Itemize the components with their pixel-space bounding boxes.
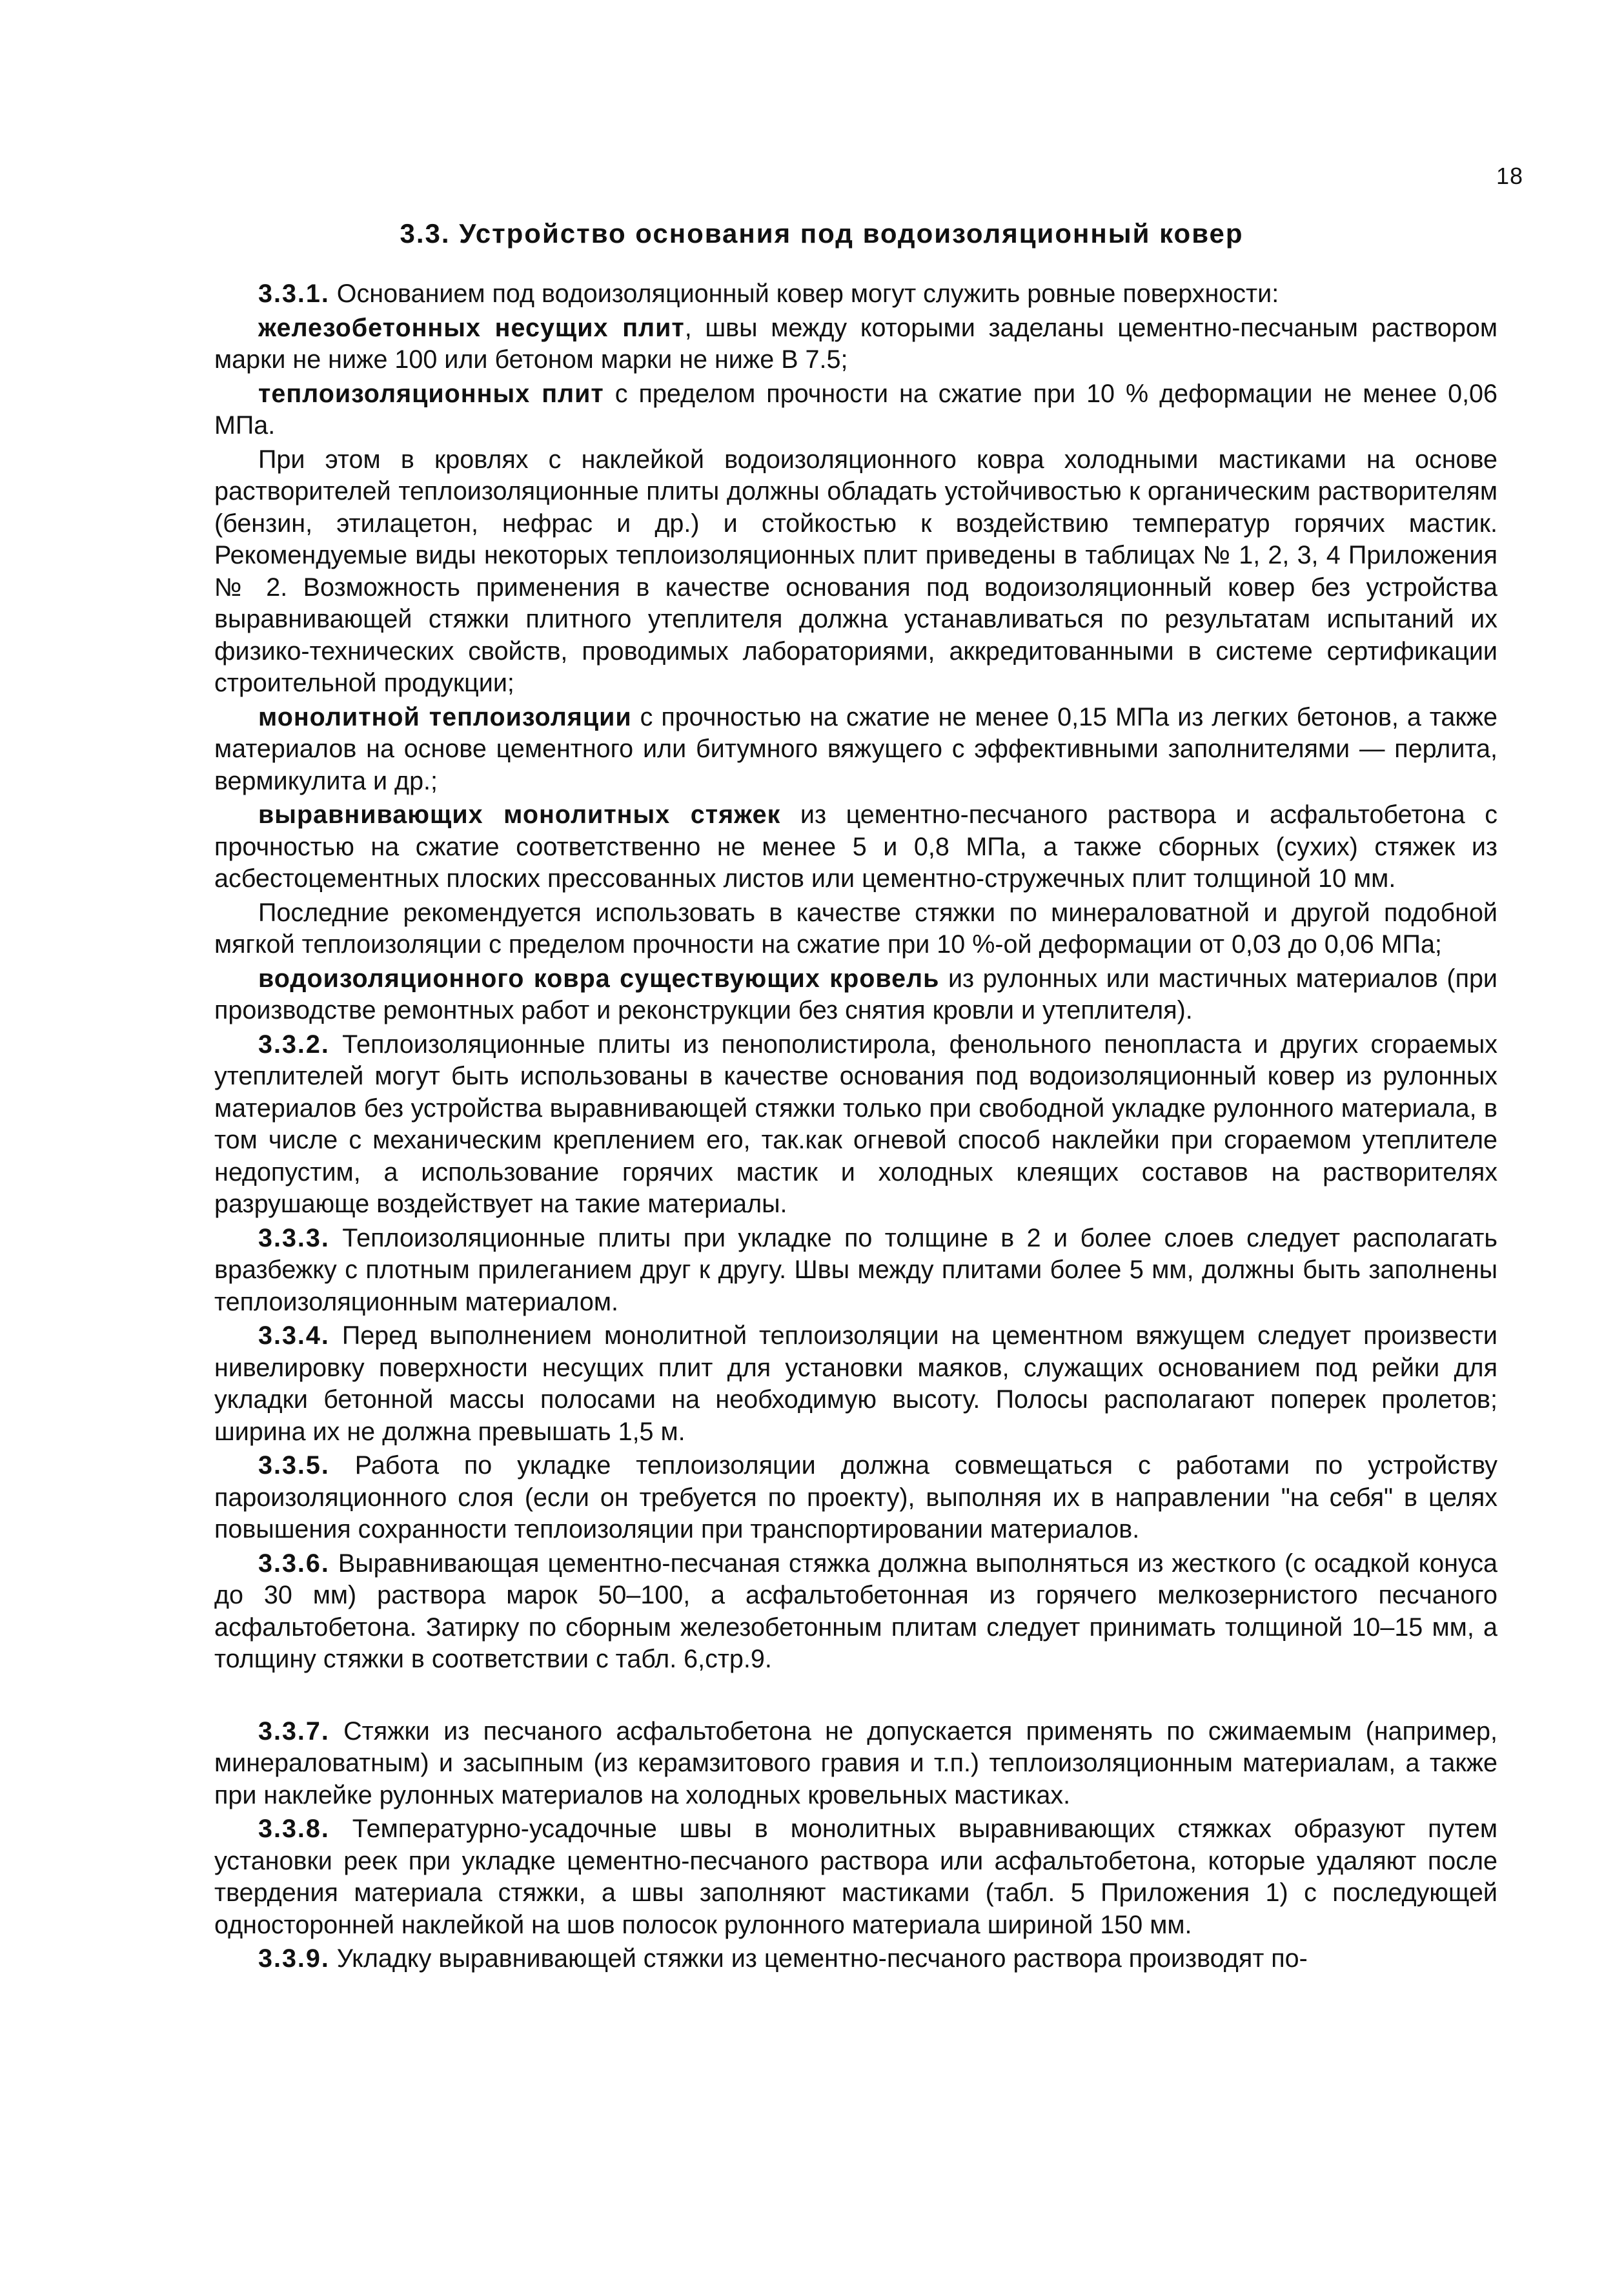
clause-number: 3.3.7. [258,1716,330,1746]
clause-number: 3.3.3. [258,1223,330,1252]
paragraph-3-3-4 [214,1320,1497,1448]
page-number: 18 [1496,163,1524,189]
paragraph-solvent-note [214,444,1497,700]
paragraph-3-3-3 [214,1223,1497,1319]
paragraph-leveling-screeds [214,799,1497,895]
clause-number: 3.3.4. [258,1321,330,1350]
paragraph-lead: железобетонных несущих плит [258,313,685,342]
paragraph-lead: монолитной теплоизоляции [258,702,632,731]
paragraph-text: , швы между которыми заделаны цементно-песчаным раствором марки не ниже 100 или бетоном марки не ниже В 7.5; [214,313,1497,374]
paragraph-3-3-6 [214,1548,1497,1676]
document-body [214,276,1497,1975]
paragraph-text: из цементно-песчаного раствора и асфальтобетона с прочностью на сжатие соответственно не менее 5 и 0,8 МПа, а также сборных (сухих) стяжек из асбестоцементных плоских прессованных листов или цементно-стружечных плит толщиной 10 мм. [214,800,1498,893]
paragraph-monolithic-insulation [214,702,1497,798]
paragraph-text: с прочностью на сжатие не менее 0,15 МПа из легких бетонов, а также материалов на основе цементного или битумного вяжущего с эффективными заполнителями — перлита, вермикулита и др.; [214,702,1498,795]
paragraph-existing-roof [214,963,1497,1027]
clause-number: 3.3.9. [258,1944,330,1973]
paragraph-text: Теплоизоляционные плиты при укладке по толщине в 2 и более слоев следует располагать вразбежку с плотным прилеганием друг к другу. Швы между плитами более 5 мм, должны быть заполнены теплоизоляционным материалом. [214,1223,1497,1316]
section-heading: 3.3. Устройство основания под водоизоляционный ковер [400,218,1244,249]
paragraph-text: Укладку выравнивающей стяжки из цементно-песчаного раствора производят по- [329,1944,1308,1973]
paragraph-insulation-slabs [214,378,1497,442]
paragraph-text: с пределом прочности на сжатие при 10 % деформации не менее 0,06 МПа. [214,379,1497,440]
clause-number: 3.3.2. [258,1030,330,1059]
paragraph-3-3-7 [214,1716,1497,1812]
clause-number: 3.3.8. [258,1815,330,1843]
paragraph-3-3-5 [214,1450,1497,1546]
paragraph-text: из рулонных или мастичных материалов (при производстве ремонтных работ и реконструкции без снятия кровли и утеплителя). [214,964,1497,1024]
clause-number: 3.3.1. [258,280,330,308]
paragraph-text: Перед выполнением монолитной теплоизоляции на цементном вяжущем следует произвести нивелировку поверхности несущих плит для установки маяков, служащих основанием под рейки для укладки бетонной массы полосами на необходимую высоту. Полосы располагают поперек пролетов; ширина их не должна превышать 1,5 м. [214,1321,1497,1446]
paragraph-3-3-2 [214,1029,1497,1221]
paragraph-text: Стяжки из песчаного асфальтобетона не допускается применять по сжимаемым (например, минераловатным) и засыпным (из керамзитового гравия и т.п.) теплоизоляционным материалам, а также при наклейке рулонных материалов на холодных кровельных мастиках. [214,1716,1497,1809]
paragraph-3-3-1 [214,278,1497,310]
paragraph-text: Последние рекомендуется использовать в качестве стяжки по минераловатной и другой подобной мягкой теплоизоляции с пределом прочности на сжатие при 10 %-ой деформации от 0,03 до 0,06 МПа; [214,898,1497,959]
paragraph-text: При этом в кровлях с наклейкой водоизоляционного ковра холодными мастиками на основе растворителей теплоизоляционные плиты должны обладать устойчивостью к органическим растворителям (бензин, этилацетон, нефрас и др.) и стойкостью к воздействию температур горячих мастик. Рекомендуемые виды некоторых теплоизоляционных плит приведены в таблицах № 1, 2, 3, 4 Приложения № 2. Возможность применения в качестве основания под водоизоляционный ковер без устройства выравнивающей стяжки плитного утеплителя должна устанавливаться по результатам испытаний их физико-технических свойств, проводимых лабораториями, аккредитованными в системе сертификации строительной продукции; [214,445,1497,697]
paragraph-text: Выравнивающая цементно-песчаная стяжка должна выполняться из жесткого (с осадкой конуса до 30 мм) раствора марок 50–100, а асфальтобетонная из горячего мелкозернистого песчаного асфальтобетона. Затирку по сборным железобетонным плитам следует принимать толщиной 10–15 мм, а толщину стяжки в соответствии с табл. 6,стр.9. [214,1549,1497,1673]
paragraph-text: Теплоизоляционные плиты из пенополистирола, фенольного пенопласта и других сгораемых утеплителей могут быть использованы в качестве основания под водоизоляционный ковер из рулонных материалов без устройства выравнивающей стяжки только при свободной укладке рулонного материала, в том числе с механическим креплением его, так.как огневой способ наклейки при сгораемом утеплителе недопустим, а использование горячих мастик и холодных клеящих составов на растворителях разрушающе воздействует на такие материалы. [214,1030,1497,1218]
paragraph-text: Работа по укладке теплоизоляции должна совмещаться с работами по устройству пароизоляционного слоя (если он требуется по проекту), выполняя их в направлении "на себя" в целях повышения сохранности теплоизоляции при транспортировании материалов. [214,1451,1497,1543]
paragraph-text: Температурно-усадочные швы в монолитных выравнивающих стяжках образуют путем установки реек при укладке цементно-песчаного раствора или асфальтобетона, которые удаляют после твердения материала стяжки, а швы заполняют мастиками (табл. 5 Приложения 1) с последующей односторонней наклейкой на шов полосок рулонного материала шириной 150 мм. [214,1815,1497,1939]
paragraph-lead: водоизоляционного ковра существующих кровель [258,964,940,993]
paragraph-text: Основанием под водоизоляционный ковер могут служить ровные поверхности: [329,280,1279,308]
clause-number: 3.3.6. [258,1549,330,1578]
paragraph-3-3-9 [214,1943,1497,1975]
paragraph-reinforced-slabs [214,312,1497,376]
paragraph-3-3-8 [214,1813,1497,1941]
paragraph-soft-insulation [214,897,1497,961]
paragraph-lead: теплоизоляционных плит [258,379,604,408]
clause-number: 3.3.5. [258,1451,330,1480]
paragraph-lead: выравнивающих монолитных стяжек [258,800,781,829]
